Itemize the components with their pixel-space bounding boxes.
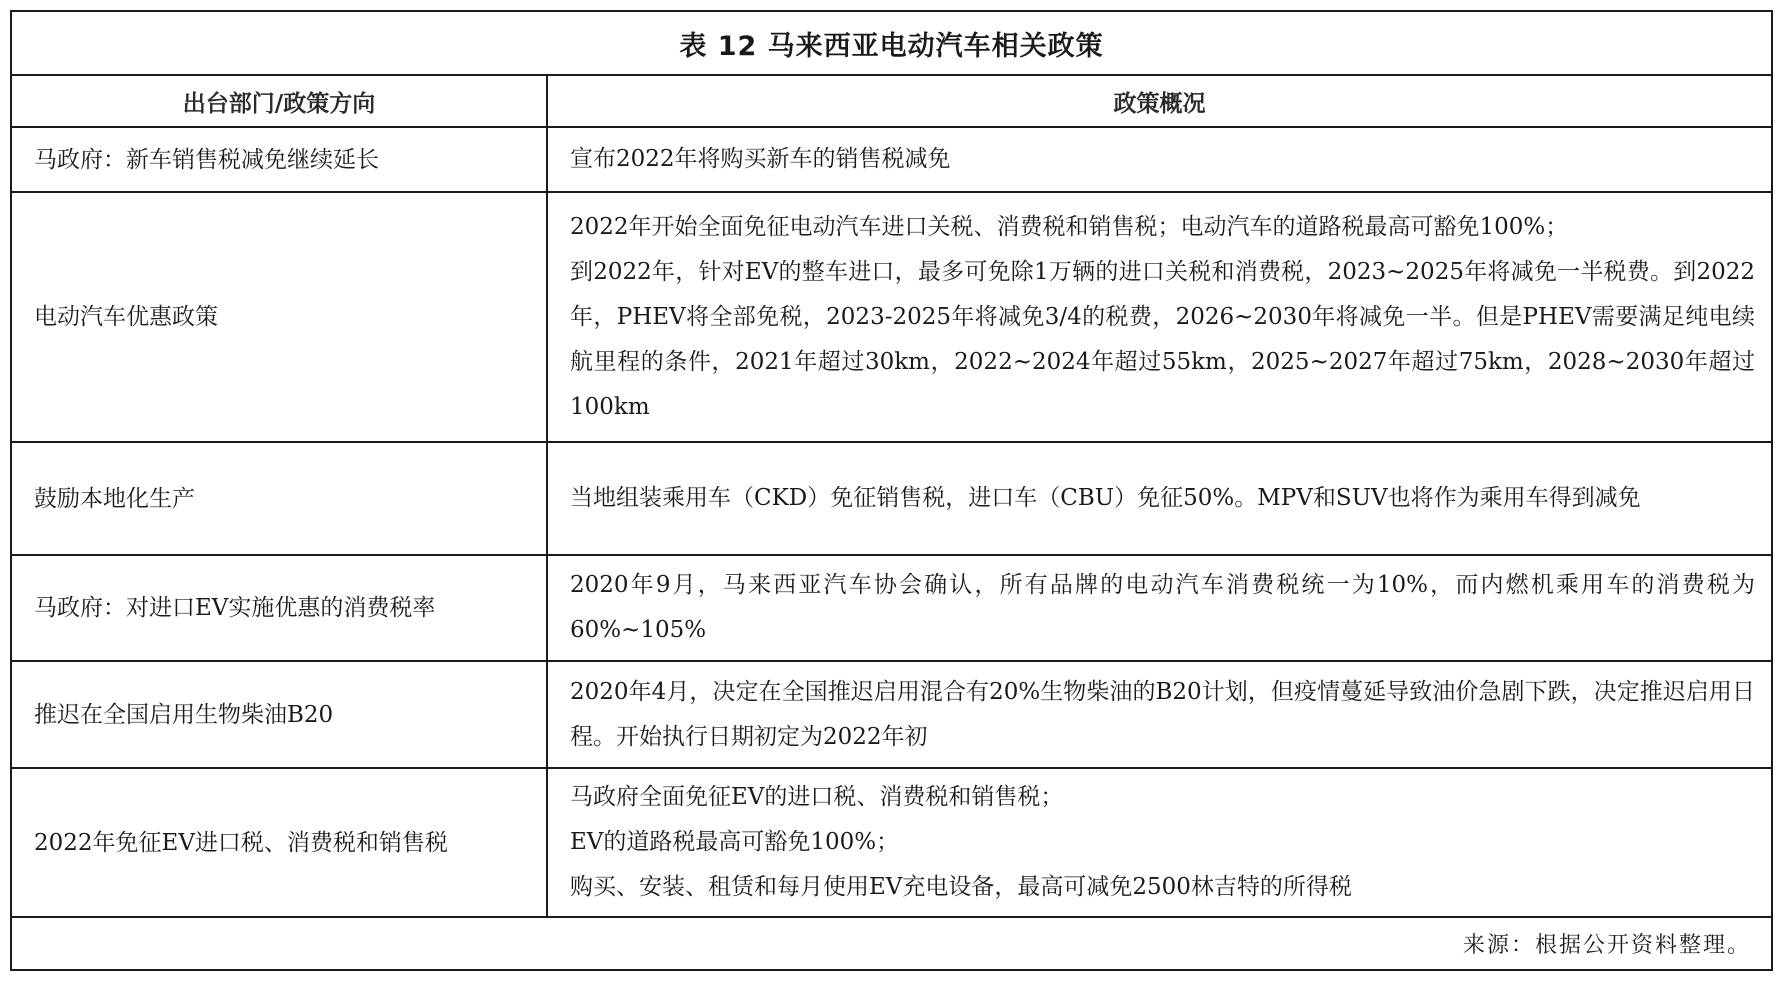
overview-line: 2020年4月，决定在全国推迟启用混合有20%生物柴油的B20计划，但疫情蔓延导致油价急剧下跌，决定推迟启用日程。开始执行日期初定为2022年初 <box>570 678 1755 750</box>
overview-cell <box>547 555 1772 661</box>
overview-line: EV的道路税最高可豁免100%； <box>570 829 900 855</box>
overview-cell <box>547 661 1772 768</box>
header-department: 出台部门/政策方向 <box>11 75 547 127</box>
overview-line: 当地组装乘用车（CKD）免征销售税，进口车（CBU）免征50%。MPV和SUV也将作为乘用车得到减免 <box>570 485 1641 511</box>
header-overview: 政策概况 <box>547 75 1772 127</box>
overview-line: 2020年9月，马来西亚汽车协会确认，所有品牌的电动汽车消费税统一为10%，而内燃机乘用车的消费税为60%~105% <box>570 572 1755 643</box>
table-row <box>11 768 1772 917</box>
header-row <box>11 75 1772 127</box>
overview-line: 马政府全面免征EV的进口税、消费税和销售税； <box>570 784 1064 810</box>
source-row <box>11 917 1772 970</box>
overview-line: 宣布2022年将购买新车的销售税减免 <box>570 146 951 172</box>
table-row <box>11 192 1772 442</box>
department-cell: 电动汽车优惠政策 <box>11 192 547 442</box>
department-cell: 2022年免征EV进口税、消费税和销售税 <box>11 768 547 917</box>
overview-line: 到2022年，针对EV的整车进口，最多可免除1万辆的进口关税和消费税，2023~2025年将减免一半税费。到2022年，PHEV将全部免税，2023-2025年将减免3/4的税费，2026~2030年将减免一半。但是PHEV需要满足纯电续航里程的条件，2021年超过30km，2022~2024年超过55km，2025~2027年超过75km，2028~2030年超过100km <box>570 258 1755 420</box>
table-row <box>11 555 1772 661</box>
overview-line: 2022年开始全面免征电动汽车进口关税、消费税和销售税；电动汽车的道路税最高可豁免100%； <box>570 213 1569 240</box>
overview-cell <box>547 192 1772 442</box>
title-row <box>11 11 1772 75</box>
table-title: 表 12 马来西亚电动汽车相关政策 <box>11 11 1772 75</box>
table-row <box>11 442 1772 555</box>
table-row <box>11 661 1772 768</box>
policy-table <box>10 10 1773 971</box>
overview-cell <box>547 442 1772 555</box>
source-note: 来源：根据公开资料整理。 <box>11 917 1772 970</box>
overview-cell <box>547 127 1772 192</box>
department-cell: 马政府：对进口EV实施优惠的消费税率 <box>11 555 547 661</box>
table-row <box>11 127 1772 192</box>
department-cell: 推迟在全国启用生物柴油B20 <box>11 661 547 768</box>
policy-document <box>10 10 1771 985</box>
overview-line: 购买、安装、租赁和每月使用EV充电设备，最高可减免2500林吉特的所得税 <box>570 874 1352 900</box>
overview-cell <box>547 768 1772 917</box>
department-cell: 马政府：新车销售税减免继续延长 <box>11 127 547 192</box>
department-cell: 鼓励本地化生产 <box>11 442 547 555</box>
